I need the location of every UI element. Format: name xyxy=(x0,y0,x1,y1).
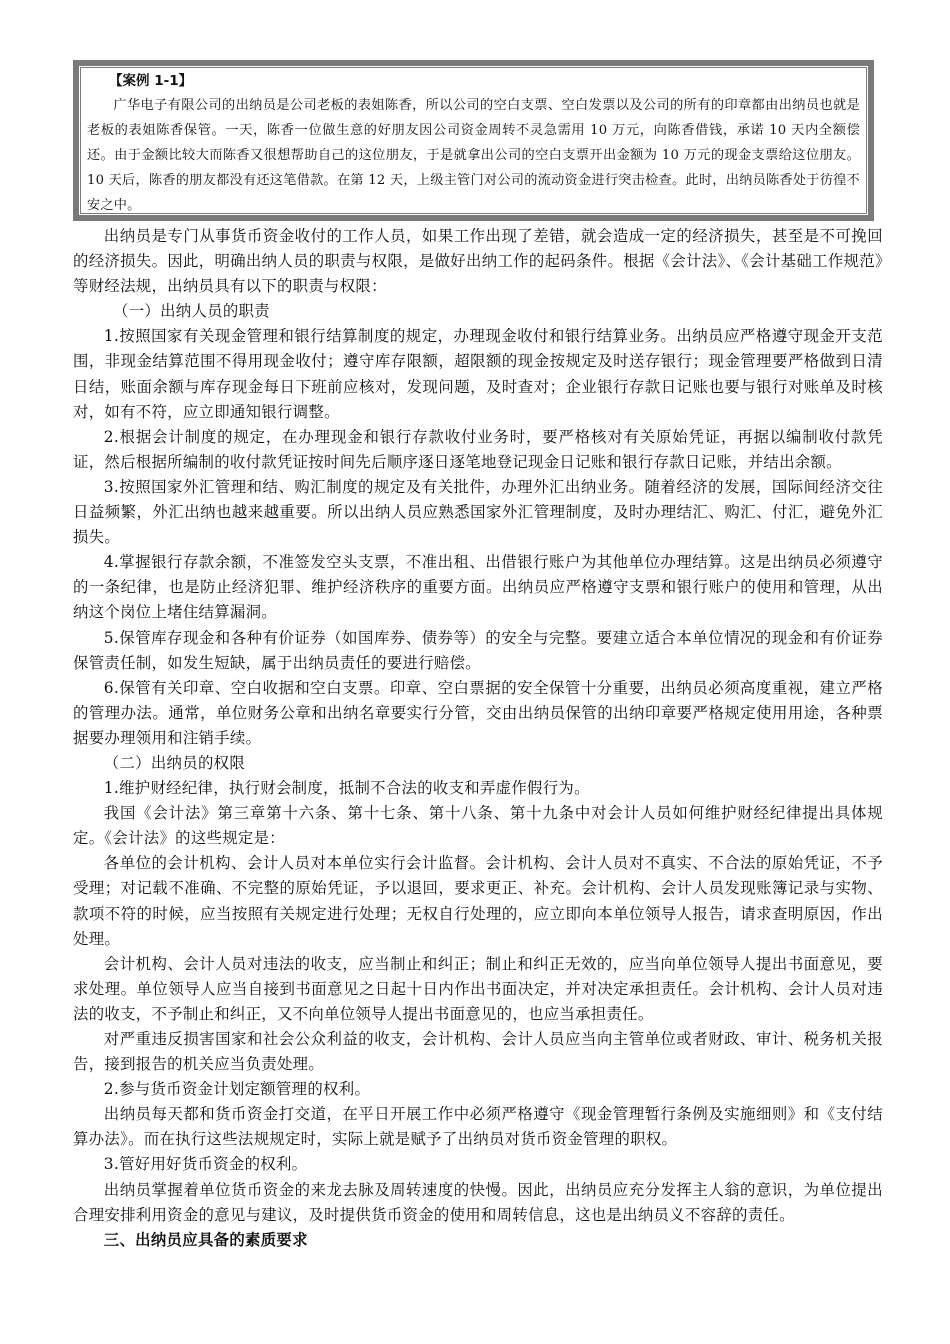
right-2-paragraph-1: 出纳员每天都和货币资金打交道，在平日开展工作中必须严格遵守《现金管理暂行条例及实施细则》和《支付结算办法》。而在执行这些法规规定时，实际上就是赋予了出纳员对货币资金管理的职权。 xyxy=(73,1105,883,1149)
main-content xyxy=(73,224,883,1253)
section-heading-rights: （二）出纳员的权限 xyxy=(103,753,246,772)
right-item-3: 3.管好用好货币资金的权利。 xyxy=(103,1155,308,1174)
duty-item-6: 6.保管有关印章、空白收据和空白支票。印章、空白票据的安全保管十分重要，出纳员必须高度重视，建立严格的管理办法。通常，单位财务公章和出纳名章要实行分管，交由出纳员保管的出纳印章要严格规定使用用途，各种票据要办理领用和注销手续。 xyxy=(73,678,883,747)
duty-item-2: 2.根据会计制度的规定，在办理现金和银行存款收付业务时，要严格核对有关原始凭证，再据以编制收付款凭证，然后根据所编制的收付款凭证按时间先后顺序逐日逐笔地登记现金日记账和银行存款日记账，并结出余额。 xyxy=(73,427,883,471)
duty-item-1: 1.按照国家有关现金管理和银行结算制度的规定，办理现金收付和银行结算业务。出纳员应严格遵守现金开支范围，非现金结算范围不得用现金收付；遵守库存限额，超限额的现金按规定及时送存银行；现金管理要严格做到日清日结，账面余额与库存现金每日下班前应核对，发现问题，及时查对；企业银行存款日记账也要与银行对账单及时核对，如有不符，应立即通知银行调整。 xyxy=(73,327,883,421)
right-1-paragraph-1: 我国《会计法》第三章第十六条、第十七条、第十八条、第十九条中对会计人员如何维护财经纪律提出具体规定。《会计法》的这些规定是： xyxy=(73,804,883,848)
duty-item-3: 3.按照国家外汇管理和结、购汇制度的规定及有关批件，办理外汇出纳业务。随着经济的发展，国际间经济交往日益频繁，外汇出纳也越来越重要。所以出纳人员应熟悉国家外汇管理制度，及时办理结汇、购汇、付汇，避免外汇损失。 xyxy=(73,477,883,547)
duty-item-4: 4.掌握银行存款余额，不准签发空头支票，不准出租、出借银行账户为其他单位办理结算。这是出纳员必须遵守的一条纪律，也是防止经济犯罪、维护经济秩序的重要方面。出纳员应严格遵守支票和银行账户的使用和管理，从出纳这个岗位上堵住结算漏洞。 xyxy=(73,553,883,622)
right-1-paragraph-4: 对严重违反损害国家和社会公众利益的收支，会计机构、会计人员应当向主管单位或者财政、审计、税务机关报告，接到报告的机关应当负责处理。 xyxy=(73,1030,883,1074)
section-heading-duties: （一）出纳人员的职责 xyxy=(113,302,270,321)
right-item-2: 2.参与货币资金计划定额管理的权利。 xyxy=(103,1080,371,1099)
right-1-paragraph-3: 会计机构、会计人员对违法的收支，应当制止和纠正；制止和纠正无效的，应当向单位领导人提出书面意见，要求处理。单位领导人应当自接到书面意见之日起十日内作出书面决定，并对决定承担责任。会计机构、会计人员对违法的收支，不予制止和纠正，又不向单位领导人提出书面意见的，也应当承担责任。 xyxy=(73,954,883,1023)
right-item-1: 1.维护财经纪律，执行财会制度，抵制不合法的收支和弄虚作假行为。 xyxy=(103,779,590,798)
right-1-paragraph-2: 各单位的会计机构、会计人员对本单位实行会计监督。会计机构、会计人员对不真实、不合法的原始凭证，不予受理；对记载不准确、不完整的原始凭证，予以退回，要求更正、补充。会计机构、会计人员发现账簿记录与实物、款项不符的时候，应当按照有关规定进行处理；无权自行处理的，应立即向本单位领导人报告，请求查明原因，作出处理。 xyxy=(73,854,883,948)
case-title: 【案例 1-1】 xyxy=(109,73,193,89)
right-3-paragraph-1: 出纳员掌握着单位货币资金的来龙去脉及周转速度的快慢。因此，出纳员应充分发挥主人翁的意识，为单位提出合理安排利用资金的意见与建议，及时提供货币资金的使用和周转信息，这也是出纳员义不容辞的责任。 xyxy=(73,1180,883,1224)
case-study-box xyxy=(73,60,874,221)
intro-paragraph: 出纳员是专门从事货币资金收付的工作人员，如果工作出现了差错，就会造成一定的经济损失，甚至是不可挽回的经济损失。因此，明确出纳人员的职责与权限，是做好出纳工作的起码条件。根据《会计法》、《会计基础工作规范》等财经法规，出纳员具有以下的职责与权限： xyxy=(73,227,883,296)
section-heading-qualities: 三、出纳员应具备的素质要求 xyxy=(103,1230,308,1249)
case-text: 广华电子有限公司的出纳员是公司老板的表姐陈香，所以公司的空白支票、空白发票以及公司的所有的印章都由出纳员也就是老板的表姐陈香保管。一天，陈香一位做生意的好朋友因公司资金周转不灵急需用 10 万元，向陈香借钱，承诺 10 天内全额偿还。由于金额比较大而陈香又很想帮助自己的这位朋友，于是就拿出公司的空白支票开出金额为 10 万元的现金支票给这位朋友。10 天后，陈香的朋友都没有还这笔借款。在第 12 天，上级主管门对公司的流动资金进行突击检查。此时，出纳员陈香处于彷徨不安之中。 xyxy=(87,98,860,213)
duty-item-5: 5.保管库存现金和各种有价证券（如国库券、债券等）的安全与完整。要建立适合本单位情况的现金和有价证券保管责任制，如发生短缺，属于出纳员责任的要进行赔偿。 xyxy=(73,628,883,672)
